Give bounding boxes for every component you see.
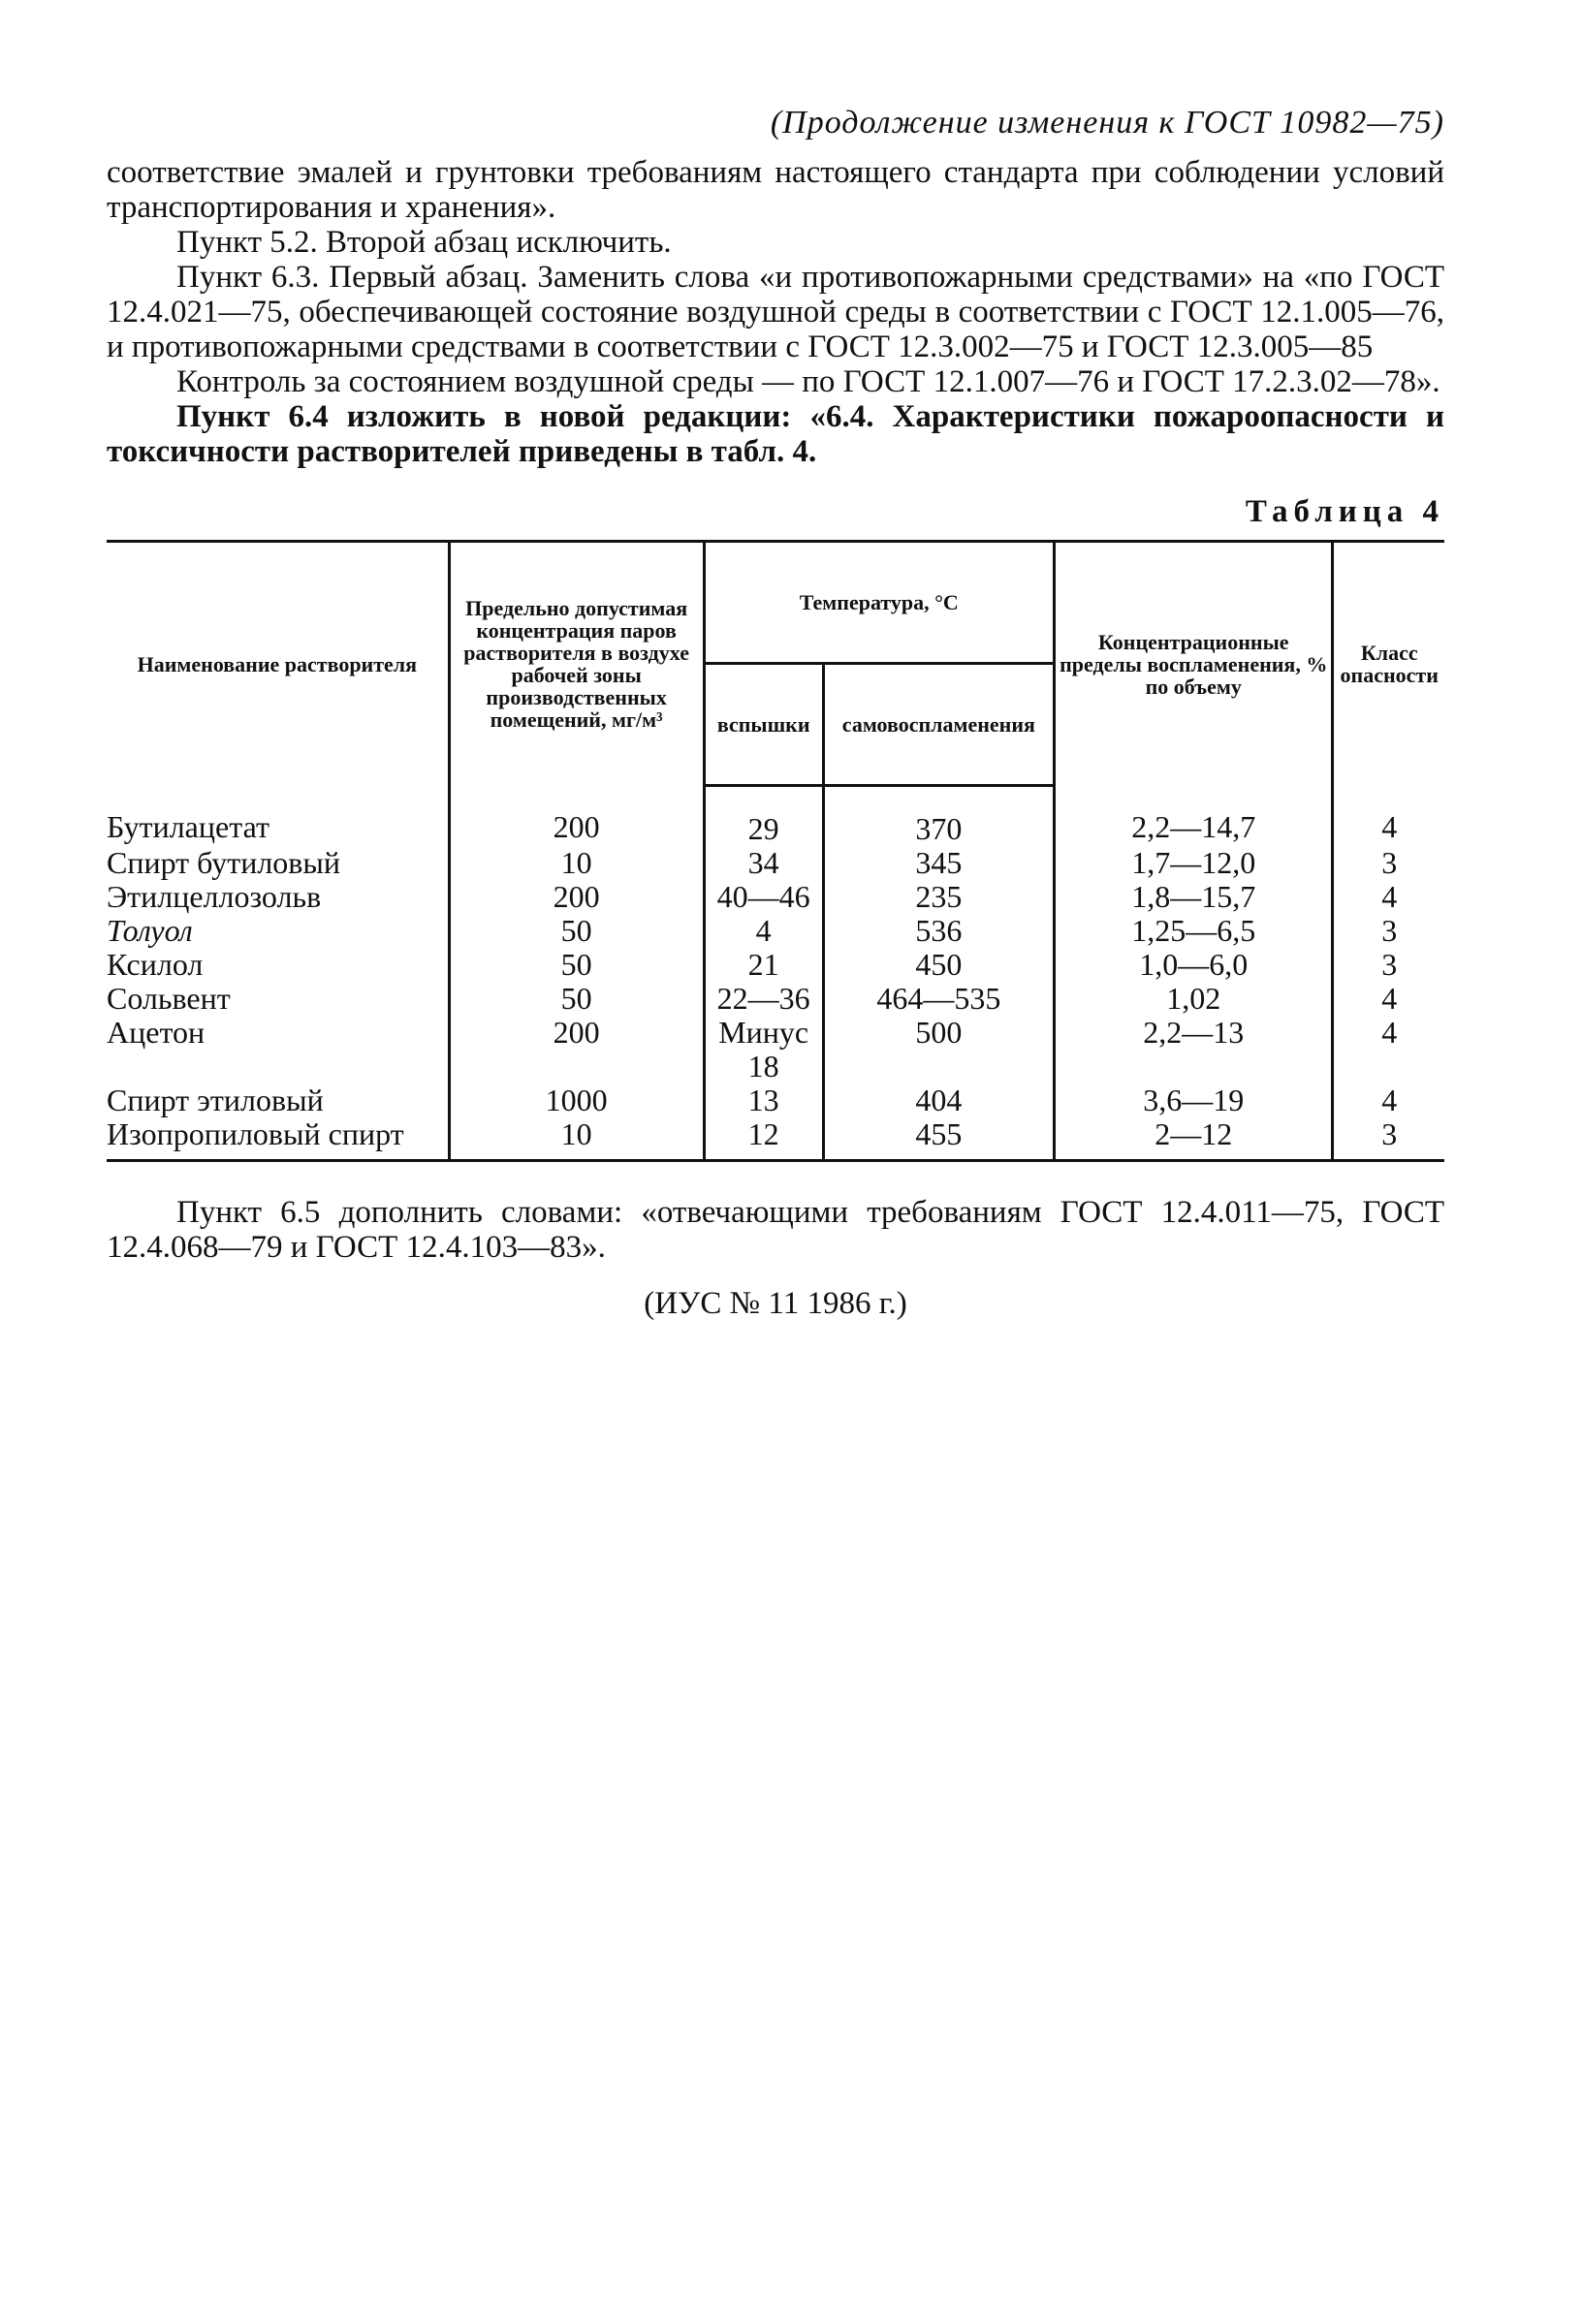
cell-pdk: 200	[449, 1016, 704, 1083]
cell-autoignition: 455	[823, 1117, 1054, 1161]
table-row	[107, 1117, 1444, 1161]
cell-name: Ацетон	[107, 1016, 449, 1083]
cell-pdk: 50	[449, 948, 704, 982]
cell-pdk: 200	[449, 880, 704, 914]
cell-autoignition: 536	[823, 914, 1054, 948]
cell-autoignition: 500	[823, 1016, 1054, 1083]
cell-limits: 1,7—12,0	[1054, 846, 1333, 880]
table-row	[107, 948, 1444, 982]
cell-pdk: 10	[449, 846, 704, 880]
header-class: Класс опасности	[1333, 542, 1444, 786]
cell-class: 3	[1333, 846, 1444, 880]
cell-name: Ксилол	[107, 948, 449, 982]
cell-name: Спирт бутиловый	[107, 846, 449, 880]
cell-autoignition: 404	[823, 1083, 1054, 1117]
cell-flash: 34	[704, 846, 823, 880]
cell-pdk: 200	[449, 785, 704, 846]
cell-flash: 13	[704, 1083, 823, 1117]
cell-limits: 3,6—19	[1054, 1083, 1333, 1117]
cell-flash: 4	[704, 914, 823, 948]
cell-name: Спирт этиловый	[107, 1083, 449, 1117]
solvents-table	[107, 540, 1444, 1162]
table-row	[107, 1083, 1444, 1117]
table-row	[107, 846, 1444, 880]
cell-class: 4	[1333, 785, 1444, 846]
cell-autoignition: 450	[823, 948, 1054, 982]
cell-class: 3	[1333, 914, 1444, 948]
cell-autoignition: 235	[823, 880, 1054, 914]
cell-flash: 22—36	[704, 982, 823, 1016]
table-row	[107, 880, 1444, 914]
cell-limits: 2—12	[1054, 1117, 1333, 1161]
cell-flash: 40—46	[704, 880, 823, 914]
cell-name: Сольвент	[107, 982, 449, 1016]
cell-name: Толуол	[107, 914, 449, 948]
cell-flash: 29	[704, 785, 823, 846]
cell-limits: 1,0—6,0	[1054, 948, 1333, 982]
cell-autoignition: 370	[823, 785, 1054, 846]
header-limits: Концентрационные пределы воспламенения, % по объему	[1054, 542, 1333, 786]
cell-limits: 2,2—13	[1054, 1016, 1333, 1083]
table-row	[107, 914, 1444, 948]
paragraph-air-control: Контроль за состоянием воздушной среды — по ГОСТ 12.1.007—76 и ГОСТ 17.2.3.02—78».	[176, 364, 1440, 399]
cell-class: 4	[1333, 1083, 1444, 1117]
cell-pdk: 1000	[449, 1083, 704, 1117]
table-row	[107, 785, 1444, 846]
cell-limits: 2,2—14,7	[1054, 785, 1333, 846]
cell-class: 3	[1333, 948, 1444, 982]
table-row	[107, 982, 1444, 1016]
cell-flash: Минус 18	[704, 1016, 823, 1083]
cell-limits: 1,8—15,7	[1054, 880, 1333, 914]
cell-limits: 1,25—6,5	[1054, 914, 1333, 948]
header-autoignition: самовоспламенения	[823, 663, 1054, 785]
cell-class: 4	[1333, 880, 1444, 914]
paragraph-item-6-4: Пункт 6.4 изложить в новой редакции: «6.4. Характеристики пожароопасности и токсичности растворителей приведены в табл. 4.	[107, 399, 1444, 469]
cell-name: Бутилацетат	[107, 785, 449, 846]
paragraph-item-6-3: Пункт 6.3. Первый абзац. Заменить слова «и противопожарными средствами» на «по ГОСТ 12.4.021—75, обеспечивающей состояние воздушной среды в соответствии с ГОСТ 12.1.005—76, и противопожарными средствами в соответствии с ГОСТ 12.3.002—75 и ГОСТ 12.3.005—85	[107, 260, 1444, 364]
document-page	[107, 105, 1444, 1322]
cell-autoignition: 464—535	[823, 982, 1054, 1016]
cell-pdk: 10	[449, 1117, 704, 1161]
table-row	[107, 1016, 1444, 1083]
cell-name: Изопропиловый спирт	[107, 1117, 449, 1161]
ius-reference: (ИУС № 11 1986 г.)	[644, 1285, 907, 1321]
table-caption: Таблица 4	[1245, 494, 1444, 529]
paragraph-continuation: соответствие эмалей и грунтовки требованиям настоящего стандарта при соблюдении условий транспортирования и хранения».	[107, 155, 1444, 225]
paragraph-item-6-5: Пункт 6.5 дополнить словами: «отвечающими требованиям ГОСТ 12.4.011—75, ГОСТ 12.4.068—79 и ГОСТ 12.4.103—83».	[107, 1194, 1444, 1265]
page-header: (Продолжение изменения к ГОСТ 10982—75)	[770, 105, 1444, 141]
cell-name: Этилцеллозольв	[107, 880, 449, 914]
header-name: Наименование растворителя	[107, 542, 449, 786]
paragraph-item-5-2: Пункт 5.2. Второй абзац исключить.	[176, 225, 672, 260]
header-pdk: Предельно допустимая концентрация паров растворителя в воздухе рабочей зоны производственных помещений, мг/м³	[449, 542, 704, 786]
cell-autoignition: 345	[823, 846, 1054, 880]
cell-pdk: 50	[449, 914, 704, 948]
cell-flash: 12	[704, 1117, 823, 1161]
cell-class: 4	[1333, 1016, 1444, 1083]
cell-pdk: 50	[449, 982, 704, 1016]
header-flash: вспышки	[704, 663, 823, 785]
cell-flash: 21	[704, 948, 823, 982]
header-temperature: Температура, °С	[704, 542, 1054, 664]
cell-class: 4	[1333, 982, 1444, 1016]
cell-limits: 1,02	[1054, 982, 1333, 1016]
cell-class: 3	[1333, 1117, 1444, 1161]
